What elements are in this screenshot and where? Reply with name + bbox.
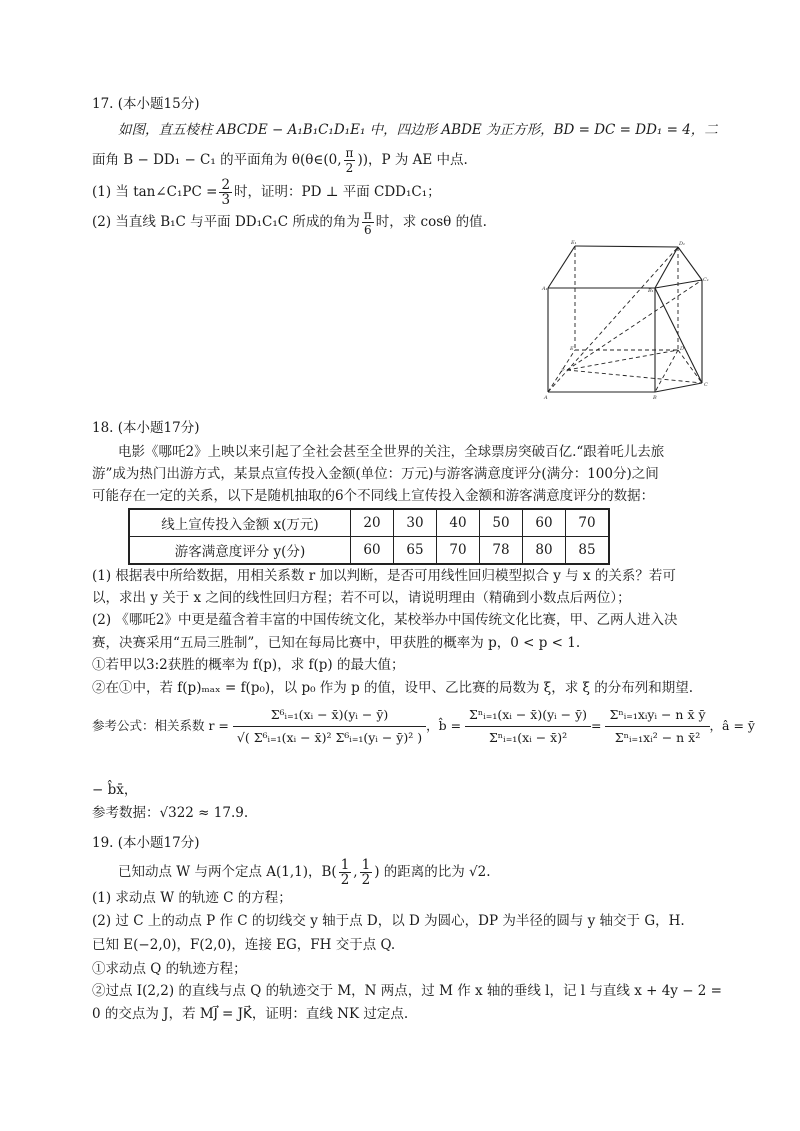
table-row [129,537,609,565]
table-row [129,509,609,537]
label-B: B [653,395,657,401]
denominator: 6 [364,223,372,237]
correlation-fraction [233,704,426,749]
q18-stem-line3: 可能存在一定的关系，以下是随机抽取的6个不同线上宣传投入金额和游客满意度评分的数据： [92,488,655,504]
q17-part1-end: 时，证明：PD ⊥ 平面 CDD₁C₁； [234,184,441,200]
denominator: Σⁿᵢ₌₁(xᵢ − x̄)² [488,730,568,745]
q18-title: 18. (本小题17分) [92,420,200,436]
cell: 60 [523,509,566,537]
label-D: D [680,346,685,352]
q17-title: 17. (本小题15分) [92,96,200,112]
numerator: Σⁿᵢ₌₁(xᵢ − x̄)(yᵢ − ȳ) [465,704,591,727]
slope-fraction-1 [465,704,591,749]
q18-stem-line2: 游”成为热门出游方式，某景点宣传投入金额(单位：万元)与游客满意度评分(满分：100分)之间 [92,466,659,482]
q19-title: 19. (本小题17分) [92,835,200,851]
q18-part1-line2: 以，求出 y 关于 x 之间的线性回归方程；若不可以，请说明理由（精确到小数点后两位）； [92,590,631,606]
comma: , [353,864,358,880]
q17-stem-line2 [92,146,468,175]
cell: 20 [351,509,394,537]
q19-stem [118,858,491,887]
fraction-pi-over-2 [344,146,356,175]
q18-sub2: ②在①中，若 f(p)ₘₐₓ = f(p₀)，以 p₀ 作为 p 的值，设甲、乙比赛的局数为 ξ，求 ξ 的分布列和期望. [92,680,694,696]
equals-sign: = [591,718,602,733]
numerator: π [363,208,372,222]
q18-part2-line1: (2) 《哪吒2》中更是蕴含着丰富的中国传统文化，某校举办中国传统文化比赛，甲、乙两人进入决 [92,612,678,628]
numerator: Σ⁶ᵢ₌₁(xᵢ − x̄)(yᵢ − ȳ) [233,704,426,727]
q17-line2-text: 面角 B − DD₁ − C₁ 的平面角为 θ(θ∈(0, [92,152,342,168]
fraction-1-over-2 [339,858,352,887]
fraction-pi-over-6 [362,208,374,237]
solid-edges [548,246,702,392]
numerator: Σⁿᵢ₌₁xᵢyᵢ − n x̄ ȳ [605,704,709,727]
q19-stem-text: 已知动点 W 与两个定点 A(1,1)，B( [118,864,337,880]
cell: 65 [394,537,437,565]
label-E1: E₁ [571,240,577,246]
q19-part2-line2: 已知 E(−2,0)，F(2,0)，连接 EG，FH 交于点 Q. [92,937,396,953]
label-D1: D₁ [679,241,686,247]
label-A1: A₁ [542,286,548,292]
cell: 85 [566,537,610,565]
q17-line2-end: ))，P 为 AE 中点. [357,152,468,168]
a-hat-label: ，â = ȳ [709,718,755,733]
formula-continuation: − b̂x̄， [92,782,138,798]
cell: 60 [351,537,394,565]
q17-part2-text: (2) 当直线 B₁C 与平面 DD₁C₁C 所成的角为 [92,214,360,230]
reference-data: 参考数据：√322 ≈ 17.9. [92,805,249,821]
cell: 70 [437,537,480,565]
fraction-1-over-2 [360,858,373,887]
numerator: 2 [221,177,231,193]
label-C1: C₁ [703,277,709,283]
denominator: 3 [221,192,231,208]
numerator: 1 [361,857,371,873]
label-B1: B₁ [648,288,654,294]
q18-part1-line1: (1) 根据表中所给数据，用相关系数 r 加以判断，是否可用线性回归模型拟合 y 与 x 的关系？若可 [92,568,676,584]
cell: 78 [480,537,523,565]
denominator: Σⁿᵢ₌₁xᵢ² − n x̄² [614,730,701,745]
label-C: C [704,382,708,388]
q18-stem-line1: 电影《哪吒2》上映以来引起了全社会甚至全世界的关注，全球票房突破百亿.“跟着吒儿去旅 [118,444,665,460]
q17-part1 [92,178,441,207]
hidden-edges [548,246,702,392]
label-P: P [561,368,565,374]
q19-stem-end: ) 的距离的比为 √2. [374,864,491,880]
q19-part2-line1: (2) 过 C 上的动点 P 作 C 的切线交 y 轴于点 D，以 D 为圆心，DP 为半径的圆与 y 轴交于 G，H. [92,913,685,929]
b-hat-label: ，b̂ = [426,718,462,733]
denominator: 2 [340,872,350,888]
q17-part1-text: (1) 当 tan∠C₁PC = [92,184,218,200]
q18-sub1: ①若甲以3:2获胜的概率为 f(p)，求 f(p) 的最大值； [92,657,405,673]
q19-sub2-line1: ②过点 I(2,2) 的直线与点 Q 的轨迹交于 M，N 两点，过 M 作 x 轴的垂线 l，记 l 与直线 x + 4y − 2 = [92,983,722,999]
cell: 70 [566,509,610,537]
cell: 30 [394,509,437,537]
q17-part2-end: 时，求 cosθ 的值. [375,214,487,230]
denominator: 2 [345,161,354,175]
label-A: A [544,395,548,401]
formula-label: 参考公式：相关系数 r = [92,718,229,733]
cell: 40 [437,509,480,537]
denominator: 2 [361,872,371,888]
row-header: 游客满意度评分 y(分) [129,537,351,565]
prism-figure [540,236,725,406]
data-table [128,508,610,565]
numerator: 1 [340,857,350,873]
numerator: π [345,146,354,160]
row-header: 线上宣传投入金额 x(万元) [129,509,351,537]
cell: 50 [480,509,523,537]
fraction-2-over-3 [219,178,232,207]
q17-stem-line1: 如图，直五棱柱 ABCDE − A₁B₁C₁D₁E₁ 中，四边形 ABDE 为正方形，BD = DC = DD₁ = 4，二 [118,122,718,138]
reference-formula [92,704,755,749]
q19-sub2-line2: 0 的交点为 J，若 MJ⃗ = JK⃗，证明：直线 NK 过定点. [92,1006,409,1022]
label-E: E [570,346,574,352]
slope-fraction-2 [605,704,709,749]
cell: 80 [523,537,566,565]
q18-part2-line2: 赛，决赛采用“五局三胜制”，已知在每局比赛中，甲获胜的概率为 p，0 < p < 1. [92,635,581,651]
denominator: √( Σ⁶ᵢ₌₁(xᵢ − x̄)² Σ⁶ᵢ₌₁(yᵢ − ȳ)² ) [236,730,423,745]
q19-sub1: ①求动点 Q 的轨迹方程； [92,961,247,977]
q19-part1: (1) 求动点 W 的轨迹 C 的方程； [92,890,292,906]
q17-part2 [92,208,487,237]
